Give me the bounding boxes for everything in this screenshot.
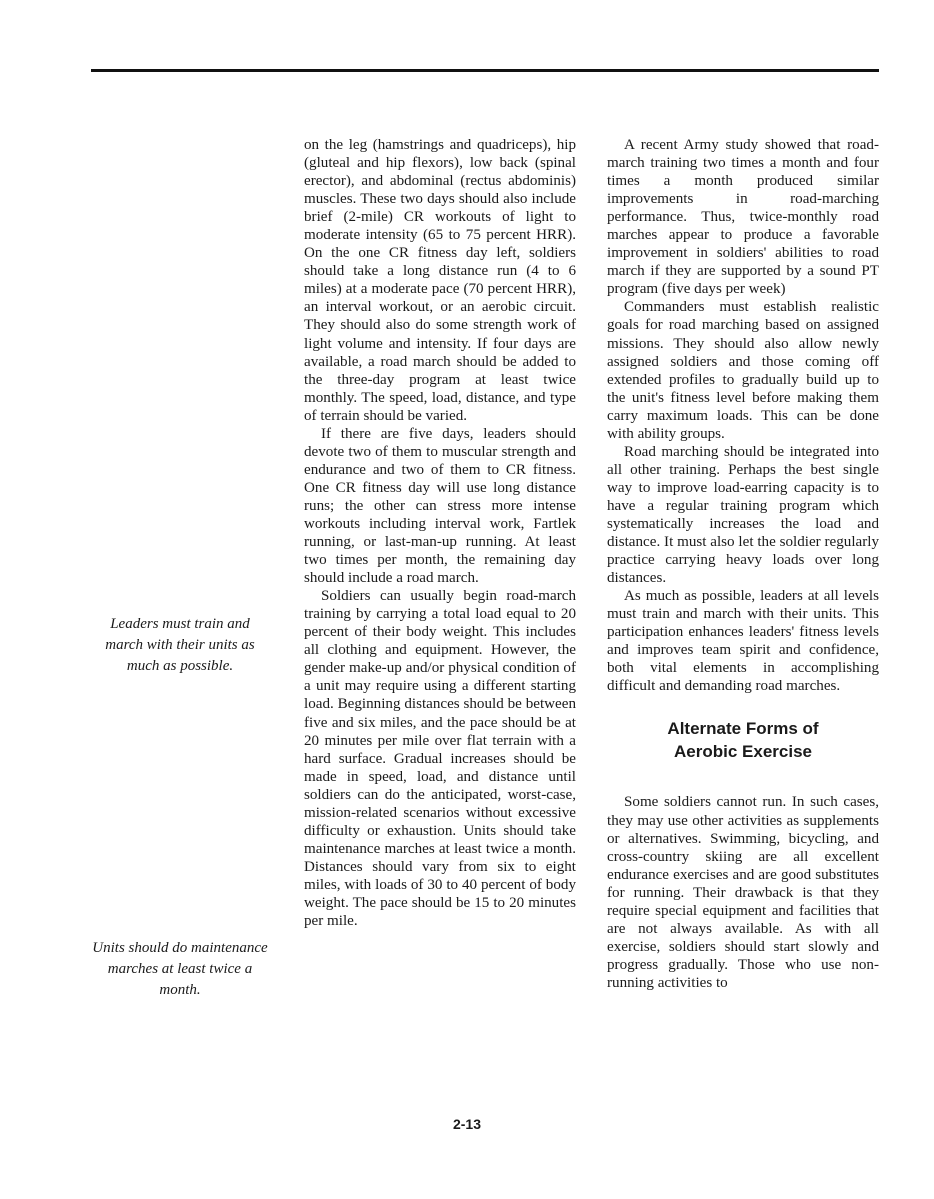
- header-rule: [91, 69, 879, 72]
- body-paragraph: If there are five days, leaders should devote two of them to muscular strength and endurance and two of them to CR fitness. One CR fitness day will use long distance runs; the other can stress more intense workouts including interval work, Fartlek running, or last-man-up running. At least two times per month, the remaining day should include a road march.: [304, 425, 576, 587]
- body-paragraph: Some soldiers cannot run. In such cases, they may use other activities as supplements or alternatives. Swimming, bicycling, and cross-country skiing are all excellent endurance exercises and are good substitutes for running. Their drawback is that they require special equipment and facilities that are not always available. As with all exercise, soldiers should start slowly and progress gradually. Those who use non-running activities to: [607, 794, 879, 991]
- body-paragraph: Commanders must establish realistic goals for road marching based on assigned missions. They should also allow newly assigned soldiers and those coming off extended profiles to gradually build up to the unit's fitness level before making them carry maximum loads. This can be done with ability groups.: [607, 299, 879, 442]
- body-paragraph: Soldiers can usually begin road-march training by carrying a total load equal to 20 percent of their body weight. This includes all clothing and equipment. However, the gender make-up and/or physical condition of a unit may require using a different starting load. Beginning distances should be between five and six miles, and the pace should be at 20 minutes per mile over flat terrain with a hard surface. Gradual increases should be made in speed, load, and distance until soldiers can do the anticipated, worst-case, mission-related scenarios without excessive difficulty or exhaustion. Units should take maintenance marches at least twice a month. Distances should vary from six to eight miles, with loads of 30 to 40 percent of body weight. The pace should be 15 to 20 minutes per mile.: [304, 588, 576, 930]
- section-heading-line-2: Aerobic Exercise: [674, 742, 812, 762]
- body-paragraph: on the leg (hamstrings and quadriceps), hip (gluteal and hip flexors), low back (spinal erector), and abdominal (rectus abdominis) muscles. These two days should also include brief (2-mile) CR workouts of light to moderate intensity (65 to 75 percent HRR). On the one CR fitness day left, soldiers should take a long distance run (4 to 6 miles) at a moderate pace (70 percent HRR), an interval workout, or an aerobic circuit. They should also do some strength work of light volume and intensity. If four days are available, a road march should be added to the three-day program at least twice monthly. The speed, load, distance, and type of terrain should be varied.: [304, 137, 576, 424]
- body-paragraph: Road marching should be integrated into all other training. Perhaps the best single way to improve load-earring capacity is to have a regular training program which systematically increases the load and distance. It must also let the soldier regularly practice carrying heavy loads over long distances.: [607, 443, 879, 587]
- section-heading: [607, 717, 879, 763]
- right-text-column: [607, 136, 879, 992]
- margin-note-leaders: Leaders must train and march with their units as much as possible.: [105, 616, 255, 674]
- page-number: 2-13: [452, 1116, 482, 1132]
- section-heading-line-1: Alternate Forms of: [667, 719, 819, 739]
- body-paragraph: A recent Army study showed that road-march training two times a month and four times a month produced similar improvements in road-marching performance. Thus, twice-monthly road marches appear to produce a favorable improvement in soldiers' abilities to road march if they are supported by a sound PT program (five days per week): [607, 137, 879, 298]
- left-text-column: [304, 136, 576, 930]
- body-paragraph: As much as possible, leaders at all levels must train and march with their units. This participation enhances leaders' fitness levels and improves team spirit and confidence, both vital elements in accomplishing difficult and demanding road marches.: [607, 588, 879, 695]
- margin-note-maintenance: Units should do maintenance marches at least twice a month.: [92, 940, 268, 998]
